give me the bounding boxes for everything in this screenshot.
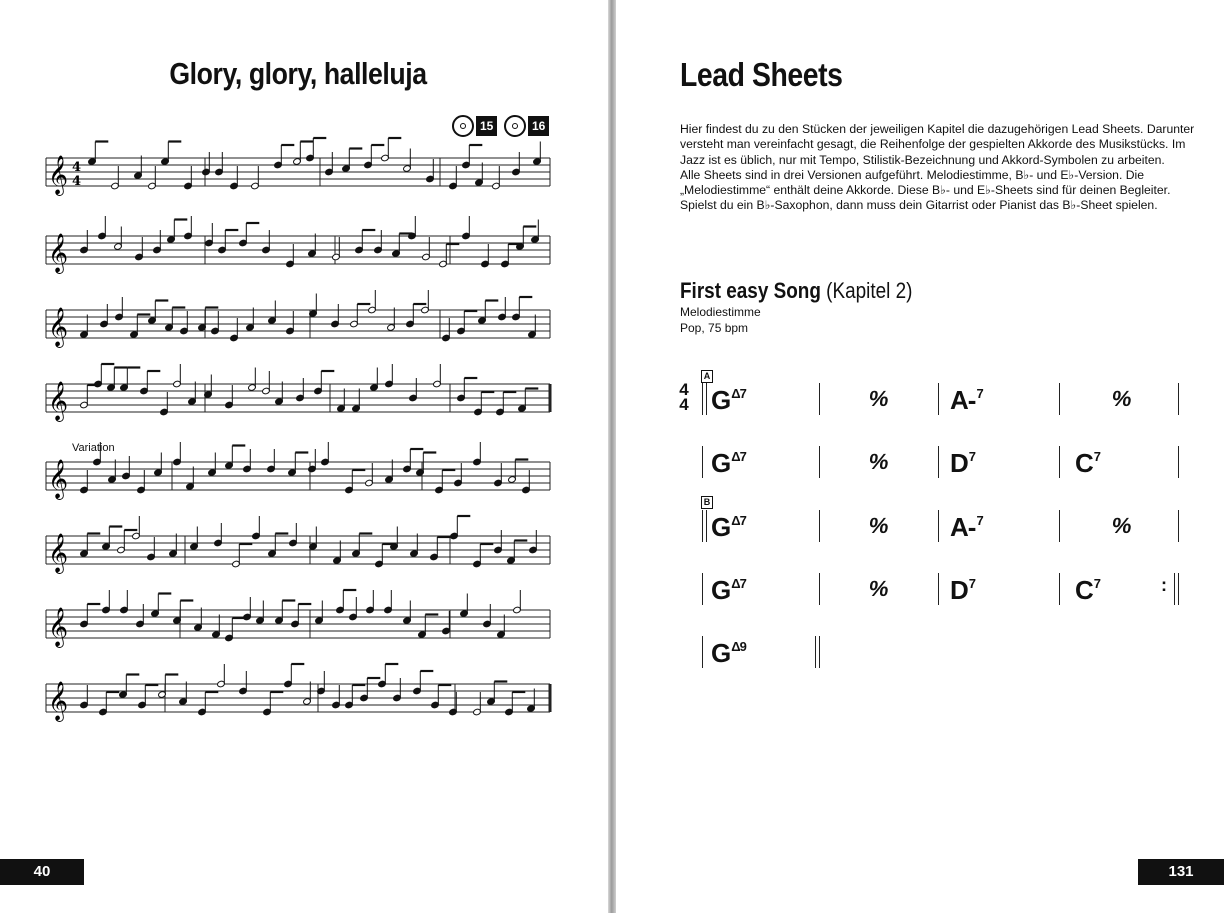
time-signature-top: 4 <box>679 380 689 399</box>
cd-track-badge <box>504 114 549 138</box>
page-number: 131 <box>1138 859 1224 885</box>
treble-clef-icon: 𝄞 <box>48 155 69 195</box>
simile-mark: % <box>1110 386 1134 411</box>
staff-time-signature-icon: 4 <box>72 174 82 189</box>
music-staff <box>44 600 556 670</box>
chord-symbol <box>950 577 975 603</box>
music-staff <box>44 374 556 444</box>
chord-extension: Δ7 <box>731 513 746 528</box>
cd-track-number: 15 <box>476 116 497 136</box>
chord-extension: Δ9 <box>731 639 746 654</box>
treble-clef-icon: 𝄞 <box>48 307 69 347</box>
chord-extension: 7 <box>1093 449 1101 464</box>
time-signature <box>678 382 690 412</box>
measure-barline <box>819 510 820 542</box>
chord-symbol <box>1075 577 1100 603</box>
chord-symbol <box>950 387 983 413</box>
measure-barline <box>819 383 820 415</box>
chord-symbol <box>1075 450 1100 476</box>
music-staff <box>44 300 556 370</box>
simile-mark: % <box>1110 513 1134 538</box>
music-staff <box>44 452 556 522</box>
chord-symbol <box>711 514 746 540</box>
right-page <box>616 0 1224 913</box>
chord-root: D <box>950 575 968 605</box>
measure-barline <box>1059 383 1060 415</box>
intro-paragraph: Alle Sheets sind in drei Versionen aufgeführt. Melodiestimme, B♭- und E♭-Version. Die „Melodiestimme“ enthält deine Akkorde. Diese B♭- und E♭-Sheets sind für deinen Begleiter. Spielst du ein B♭-Saxophon, dann muss dein Gitarrist oder Pianist das B♭-Sheet spielen. <box>680 167 1171 213</box>
chord-root: G <box>711 385 731 415</box>
chord-extension: 7 <box>976 386 983 401</box>
measure-barline <box>1178 446 1179 478</box>
book-gutter <box>608 0 616 913</box>
chord-root: D <box>950 448 968 478</box>
piece-chapter: (Kapitel 2) <box>826 278 913 303</box>
simile-mark: % <box>867 576 891 601</box>
rehearsal-mark-b: B <box>701 496 713 509</box>
chord-extension: Δ7 <box>731 449 746 464</box>
measure-barline <box>702 573 703 605</box>
music-staff <box>44 226 556 296</box>
chord-extension: 7 <box>968 576 976 591</box>
chord-symbol <box>711 450 746 476</box>
treble-clef-icon: 𝄞 <box>48 233 69 273</box>
chord-extension: 7 <box>976 513 983 528</box>
piece-voice: Melodiestimme <box>680 305 761 319</box>
repeat-end-dots: : <box>1161 575 1167 595</box>
piece-style: Pop, 75 bpm <box>680 321 749 335</box>
treble-clef-icon: 𝄞 <box>48 607 69 647</box>
chord-extension: Δ7 <box>731 386 746 401</box>
treble-clef-icon: 𝄞 <box>48 533 69 573</box>
music-staff <box>44 526 556 596</box>
chord-extension: 7 <box>968 449 976 464</box>
measure-barline <box>819 446 820 478</box>
measure-barline <box>938 510 939 542</box>
measure-barline <box>702 636 703 668</box>
cd-icon <box>452 115 474 137</box>
time-signature-bottom: 4 <box>679 395 689 414</box>
rehearsal-mark-a: A <box>701 370 713 383</box>
variation-label: Variation <box>72 442 115 454</box>
chord-root: A- <box>950 512 976 542</box>
section-heading: Lead Sheets <box>680 56 843 93</box>
measure-barline <box>1059 573 1060 605</box>
measure-barline <box>938 383 939 415</box>
measure-barline <box>1059 446 1060 478</box>
intro-text <box>680 122 1200 214</box>
treble-clef-icon: 𝄞 <box>48 681 69 721</box>
piece-title <box>680 278 912 304</box>
cd-icon <box>504 115 526 137</box>
measure-barline <box>1178 383 1179 415</box>
page-number: 40 <box>0 859 84 885</box>
chord-extension: Δ7 <box>731 576 746 591</box>
measure-barline <box>702 510 703 542</box>
chord-symbol <box>711 387 746 413</box>
simile-mark: % <box>867 386 891 411</box>
chord-root: A- <box>950 385 976 415</box>
chord-root: C <box>1075 575 1093 605</box>
treble-clef-icon: 𝄞 <box>48 381 69 421</box>
chord-symbol <box>950 514 983 540</box>
measure-barline <box>1059 510 1060 542</box>
chord-root: G <box>711 448 731 478</box>
measure-barline <box>938 573 939 605</box>
treble-clef-icon: 𝄞 <box>48 459 69 499</box>
measure-barline <box>1178 510 1179 542</box>
cd-track-badge <box>452 114 497 138</box>
piece-name: First easy Song <box>680 278 821 303</box>
measure-barline <box>702 446 703 478</box>
measure-barline <box>819 573 820 605</box>
left-page <box>0 0 608 913</box>
simile-mark: % <box>867 513 891 538</box>
music-staff <box>44 674 556 744</box>
staff-time-signature-icon: 4 <box>72 160 82 175</box>
chord-extension: 7 <box>1093 576 1101 591</box>
music-staff <box>44 148 556 218</box>
chord-root: G <box>711 575 731 605</box>
intro-paragraph: Hier findest du zu den Stücken der jeweiligen Kapitel die dazugehörigen Lead Sheets. Darunter versteht man vereinfacht gesagt, die Reihenfolge der gespielten Akkorde des Musikstücks. Im Jazz ist es üblich, nur mit Tempo, Stilistik-Bezeichnung und Akkord-Symbolen zu arbeiten. <box>680 122 1195 167</box>
measure-barline <box>1178 573 1179 605</box>
chord-symbol <box>711 577 746 603</box>
simile-mark: % <box>867 449 891 474</box>
measure-barline <box>938 446 939 478</box>
measure-barline <box>819 636 820 668</box>
chord-symbol <box>950 450 975 476</box>
chord-root: G <box>711 638 731 668</box>
chord-root: G <box>711 512 731 542</box>
cd-track-number: 16 <box>528 116 549 136</box>
song-title: Glory, glory, halleluja <box>169 56 427 91</box>
measure-barline <box>702 383 703 415</box>
chord-symbol <box>711 640 746 666</box>
chord-root: C <box>1075 448 1093 478</box>
